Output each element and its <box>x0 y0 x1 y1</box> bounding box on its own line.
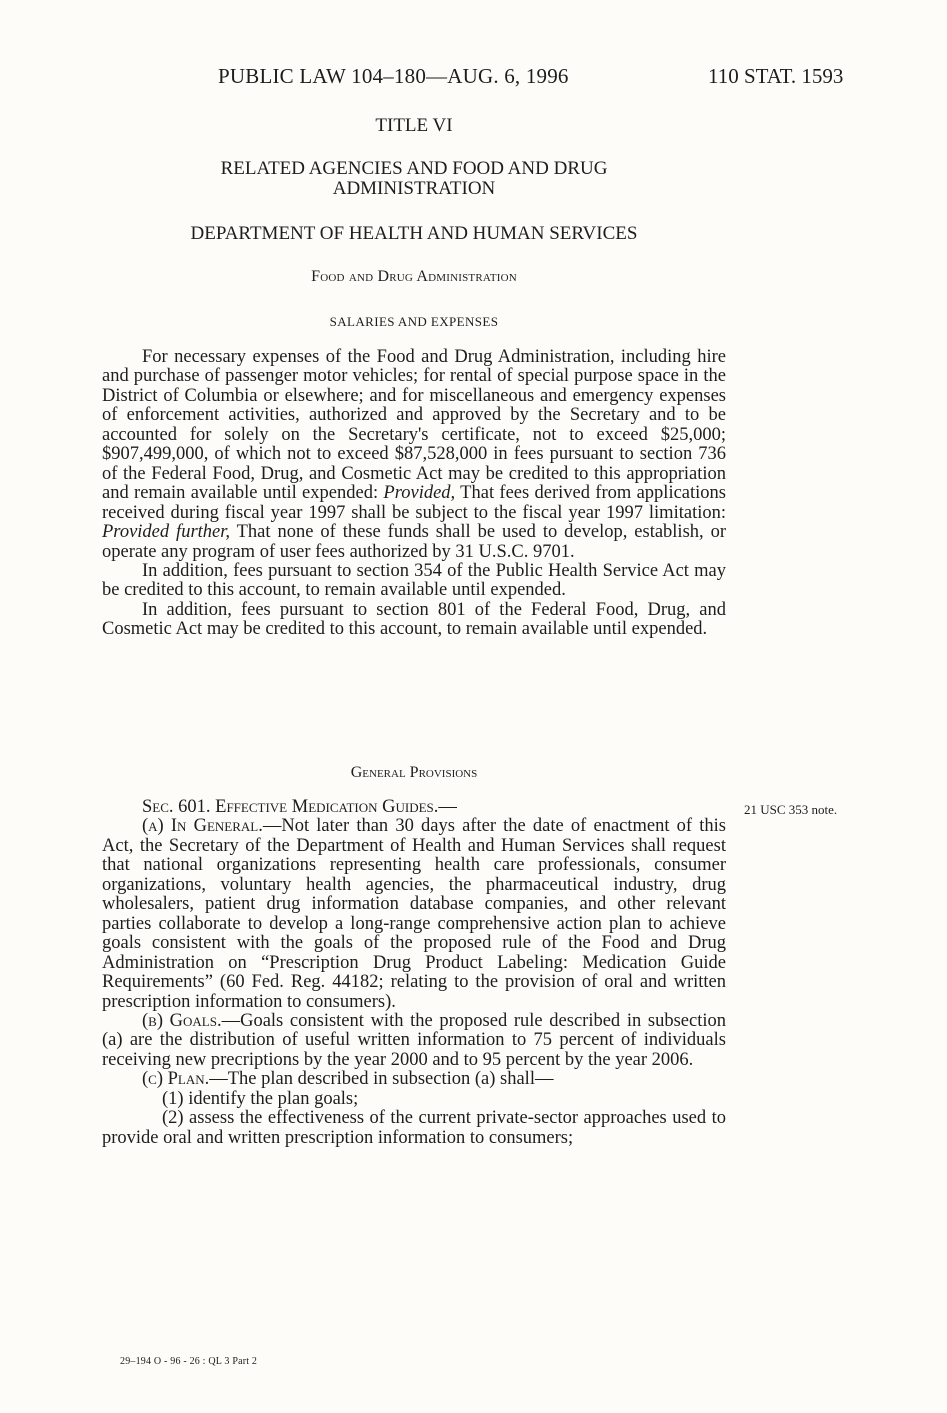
running-head: PUBLIC LAW 104–180—AUG. 6, 1996 <box>218 64 569 88</box>
general-provisions-heading: General Provisions <box>350 764 478 781</box>
subsection-b <box>102 1012 726 1070</box>
subsection-a <box>102 817 726 1012</box>
p1-provided: Provided, <box>383 483 456 504</box>
p1-text-a: For necessary expenses of the Food and Drug Administration, including hire and purchase of passenger motor vehicles; for rental of special purpose space in the District of Columbia or elsewhere; and for miscellaneous and emergency expenses of enforcement activities, authorized and approved by the Secretary and to be accounted for solely on the Secretary's certificate, not to exceed $25,000; $907,499,000, of which not to exceed $87,528,000 in fees pursuant to section 736 of the Federal Food, Drug, and Cosmetic Act may be credited to this appropriation and remain available until expended: <box>102 347 726 504</box>
p1-text-b: That fees derived from applications received during fiscal year 1997 shall be subject to the fiscal year 1997 limitation: <box>102 483 726 523</box>
p1-text-c: That none of these funds shall be used to develop, establish, or operate any program of user fees authorized by 31 U.S.C. 9701. <box>102 522 726 562</box>
p1-provided-further: Provided further, <box>102 522 231 543</box>
section-601-label: Sec. 601. Effective Medication Guides.— <box>142 797 457 817</box>
subsection-c-text: —The plan described in subsection (a) shall— <box>209 1069 554 1090</box>
subsection-c <box>102 1070 726 1089</box>
salaries-paragraph-2: In addition, fees pursuant to section 354 of the Public Health Service Act may be credited to this account, to remain available until expended. <box>102 560 726 601</box>
subsection-b-text: —Goals consistent with the proposed rule described in subsection (a) are the distribution of useful written information to 75 percent of individuals receiving new precriptions by the year 2000 and to 95 percent by the year 2006. <box>102 1010 726 1070</box>
section-601 <box>102 798 726 1148</box>
margin-note: 21 USC 353 note. <box>744 802 838 817</box>
subsection-b-label: (b) Goals. <box>142 1010 222 1031</box>
salaries-paragraph-1 <box>102 348 726 562</box>
agencies-heading <box>102 159 726 199</box>
subsection-c-label: (c) Plan. <box>142 1069 210 1090</box>
subsection-a-text: —Not later than 30 days after the date of enactment of this Act, the Secretary of the Department of Health and Human Services shall request that national organizations representing health care professionals, consumer organizations, voluntary health agencies, the pharmaceutical industry, drug wholesalers, patient drug information database companies, and other relevant parties collaborate to develop a long-range comprehensive action plan to achieve goals consistent with the goals of the proposed rule of the Food and Drug Administration on “Prescription Drug Product Labeling: Medication Guide Requirements” (60 Fed. Reg. 44182; relating to the provision of oral and written prescription information to consumers). <box>102 816 726 1012</box>
title-heading: TITLE VI <box>375 115 453 136</box>
salaries-paragraph-3: In addition, fees pursuant to section 801 of the Federal Food, Drug, and Cosmetic Act may be credited to this account, to remain available until expended. <box>102 599 726 640</box>
print-job-footer: 29–194 O - 96 - 26 : QL 3 Part 2 <box>120 1356 258 1367</box>
stat-page-number: 110 STAT. 1593 <box>708 64 844 88</box>
department-heading: DEPARTMENT OF HEALTH AND HUMAN SERVICES <box>190 223 638 244</box>
salaries-section <box>102 348 726 640</box>
salaries-heading: SALARIES AND EXPENSES <box>329 314 499 329</box>
plan-item-2: (2) assess the effectiveness of the current private-sector approaches used to provide oral and written prescription information to consumers; <box>102 1108 726 1148</box>
agencies-heading-line2: ADMINISTRATION <box>332 178 496 199</box>
agencies-heading-line1: RELATED AGENCIES AND FOOD AND DRUG <box>220 158 608 179</box>
agency-heading: Food and Drug Administration <box>311 268 517 285</box>
subsection-a-label: (a) In General. <box>142 816 263 837</box>
plan-item-1: (1) identify the plan goals; <box>162 1088 359 1109</box>
